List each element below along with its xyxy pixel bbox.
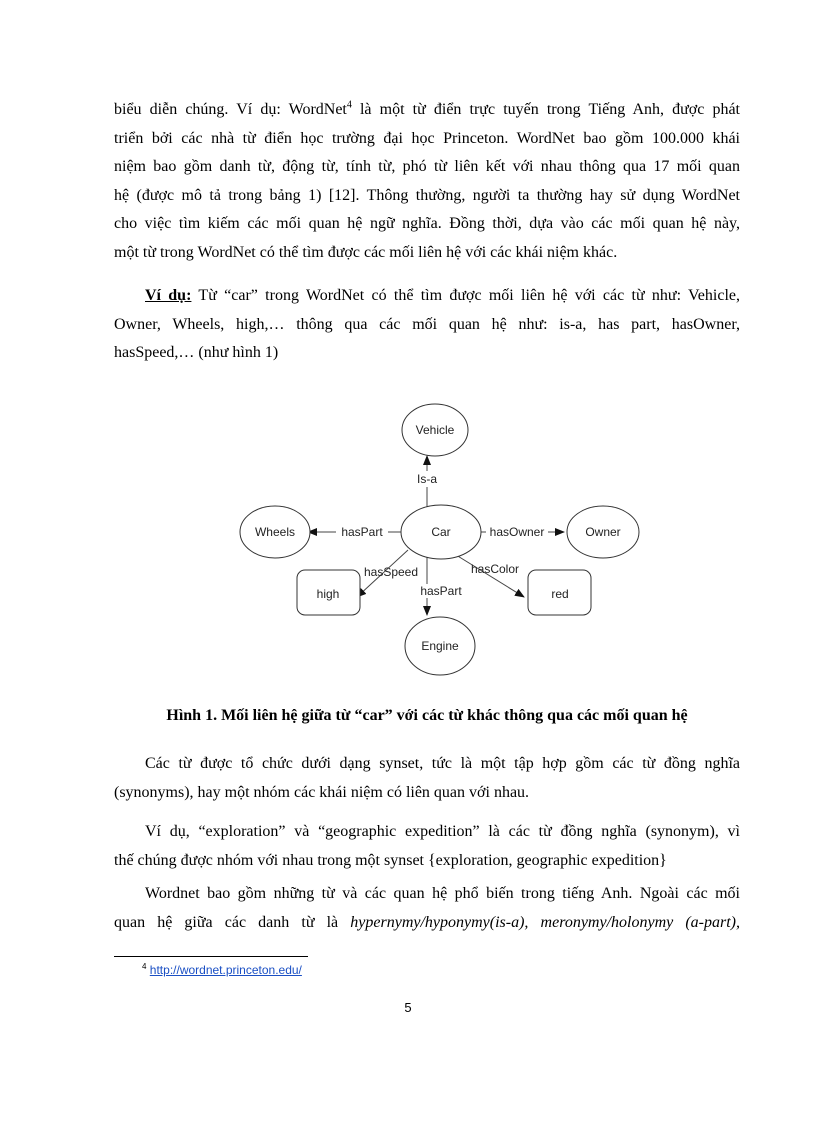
footnote [142, 963, 302, 977]
node-label-wheels: Wheels [254, 525, 296, 539]
text-line: (synonyms), hay một nhóm các khái niệm có liên quan với nhau. [114, 783, 530, 801]
text-line: một từ trong WordNet có thể tìm được các mối liên hệ với các khái niệm khác. [114, 243, 618, 261]
edge-label-has-part-down: hasPart [420, 584, 462, 598]
edge-label-has-color: hasColor [470, 562, 520, 576]
edge-label-has-owner: hasOwner [489, 525, 545, 539]
paragraph-synset [114, 750, 740, 807]
text-line: quan hệ giữa các danh từ là hypernymy/hyponymy(is-a), meronymy/holonymy (a-part), [114, 913, 741, 931]
paragraph-synset-example [114, 818, 740, 875]
wordnet-relation-diagram [230, 395, 650, 690]
text-line: hasSpeed,… (như hình 1) [114, 344, 279, 361]
text-line: Wordnet bao gồm những từ và các quan hệ phổ biến trong tiếng Anh. Ngoài các mối [145, 885, 740, 902]
paragraph-wordnet-relations [114, 880, 740, 937]
node-label-car: Car [431, 525, 451, 539]
node-label-high: high [316, 587, 340, 601]
node-label-red: red [551, 587, 569, 601]
text-line: Các từ được tổ chức dưới dạng synset, tức là một tập hợp gồm các từ đồng nghĩa [145, 755, 740, 772]
text-line: hệ (được mô tả trong bảng 1) [12]. Thông thường, người ta thường hay sử dụng WordNet [114, 186, 740, 204]
edge-label-isa: Is-a [416, 472, 438, 486]
footnote-divider [114, 956, 308, 957]
paragraph-wordnet-intro [114, 96, 740, 267]
node-label-owner: Owner [585, 525, 621, 539]
example-label: Ví dụ: [145, 287, 192, 304]
text-line: thế chúng được nhóm với nhau trong một synset {exploration, geographic expedition} [114, 851, 667, 869]
relation-terms: hypernymy/hyponymy(is-a), meronymy/holonymy (a-part), [350, 913, 741, 931]
text-line: Ví dụ: Từ “car” trong WordNet có thể tìm được mối liên hệ với các từ như: Vehicle, [145, 287, 741, 304]
text-line: cho việc tìm kiếm các mối quan hệ ngữ nghĩa. Đồng thời, dựa vào các mối quan hệ này, [114, 215, 740, 232]
text-line: Ví dụ, “exploration” và “geographic expedition” là các từ đồng nghĩa (synonym), vì [145, 823, 740, 840]
footnote-ref[interactable]: 4 [346, 99, 352, 111]
footnote-link[interactable]: http://wordnet.princeton.edu/ [149, 963, 302, 977]
edge-label-has-part-left: hasPart [341, 525, 383, 539]
node-label-vehicle: Vehicle [415, 423, 455, 437]
text-line: Owner, Wheels, high,… thông qua các mối quan hệ như: is-a, has part, hasOwner, [114, 315, 740, 333]
node-label-engine: Engine [421, 639, 459, 653]
footnote-number: 4 [142, 962, 147, 971]
page-number: 5 [404, 1000, 412, 1015]
figure-caption: Hình 1. Mối liên hệ giữa từ “car” với các từ khác thông qua các mối quan hệ [166, 707, 688, 724]
edge-label-has-speed: hasSpeed [363, 565, 419, 579]
text-line: biểu diễn chúng. Ví dụ: WordNet$^4$ là một từ điển trực tuyến trong Tiếng Anh, được phát [114, 99, 741, 118]
paragraph-example-car [114, 282, 740, 368]
text-line: triển bởi các nhà từ điển học trường đại học Princeton. WordNet bao gồm 100.000 khái [114, 129, 740, 147]
text-line: niệm bao gồm danh từ, động từ, tính từ, phó từ liên kết với nhau thông qua 17 mối quan [114, 158, 740, 175]
